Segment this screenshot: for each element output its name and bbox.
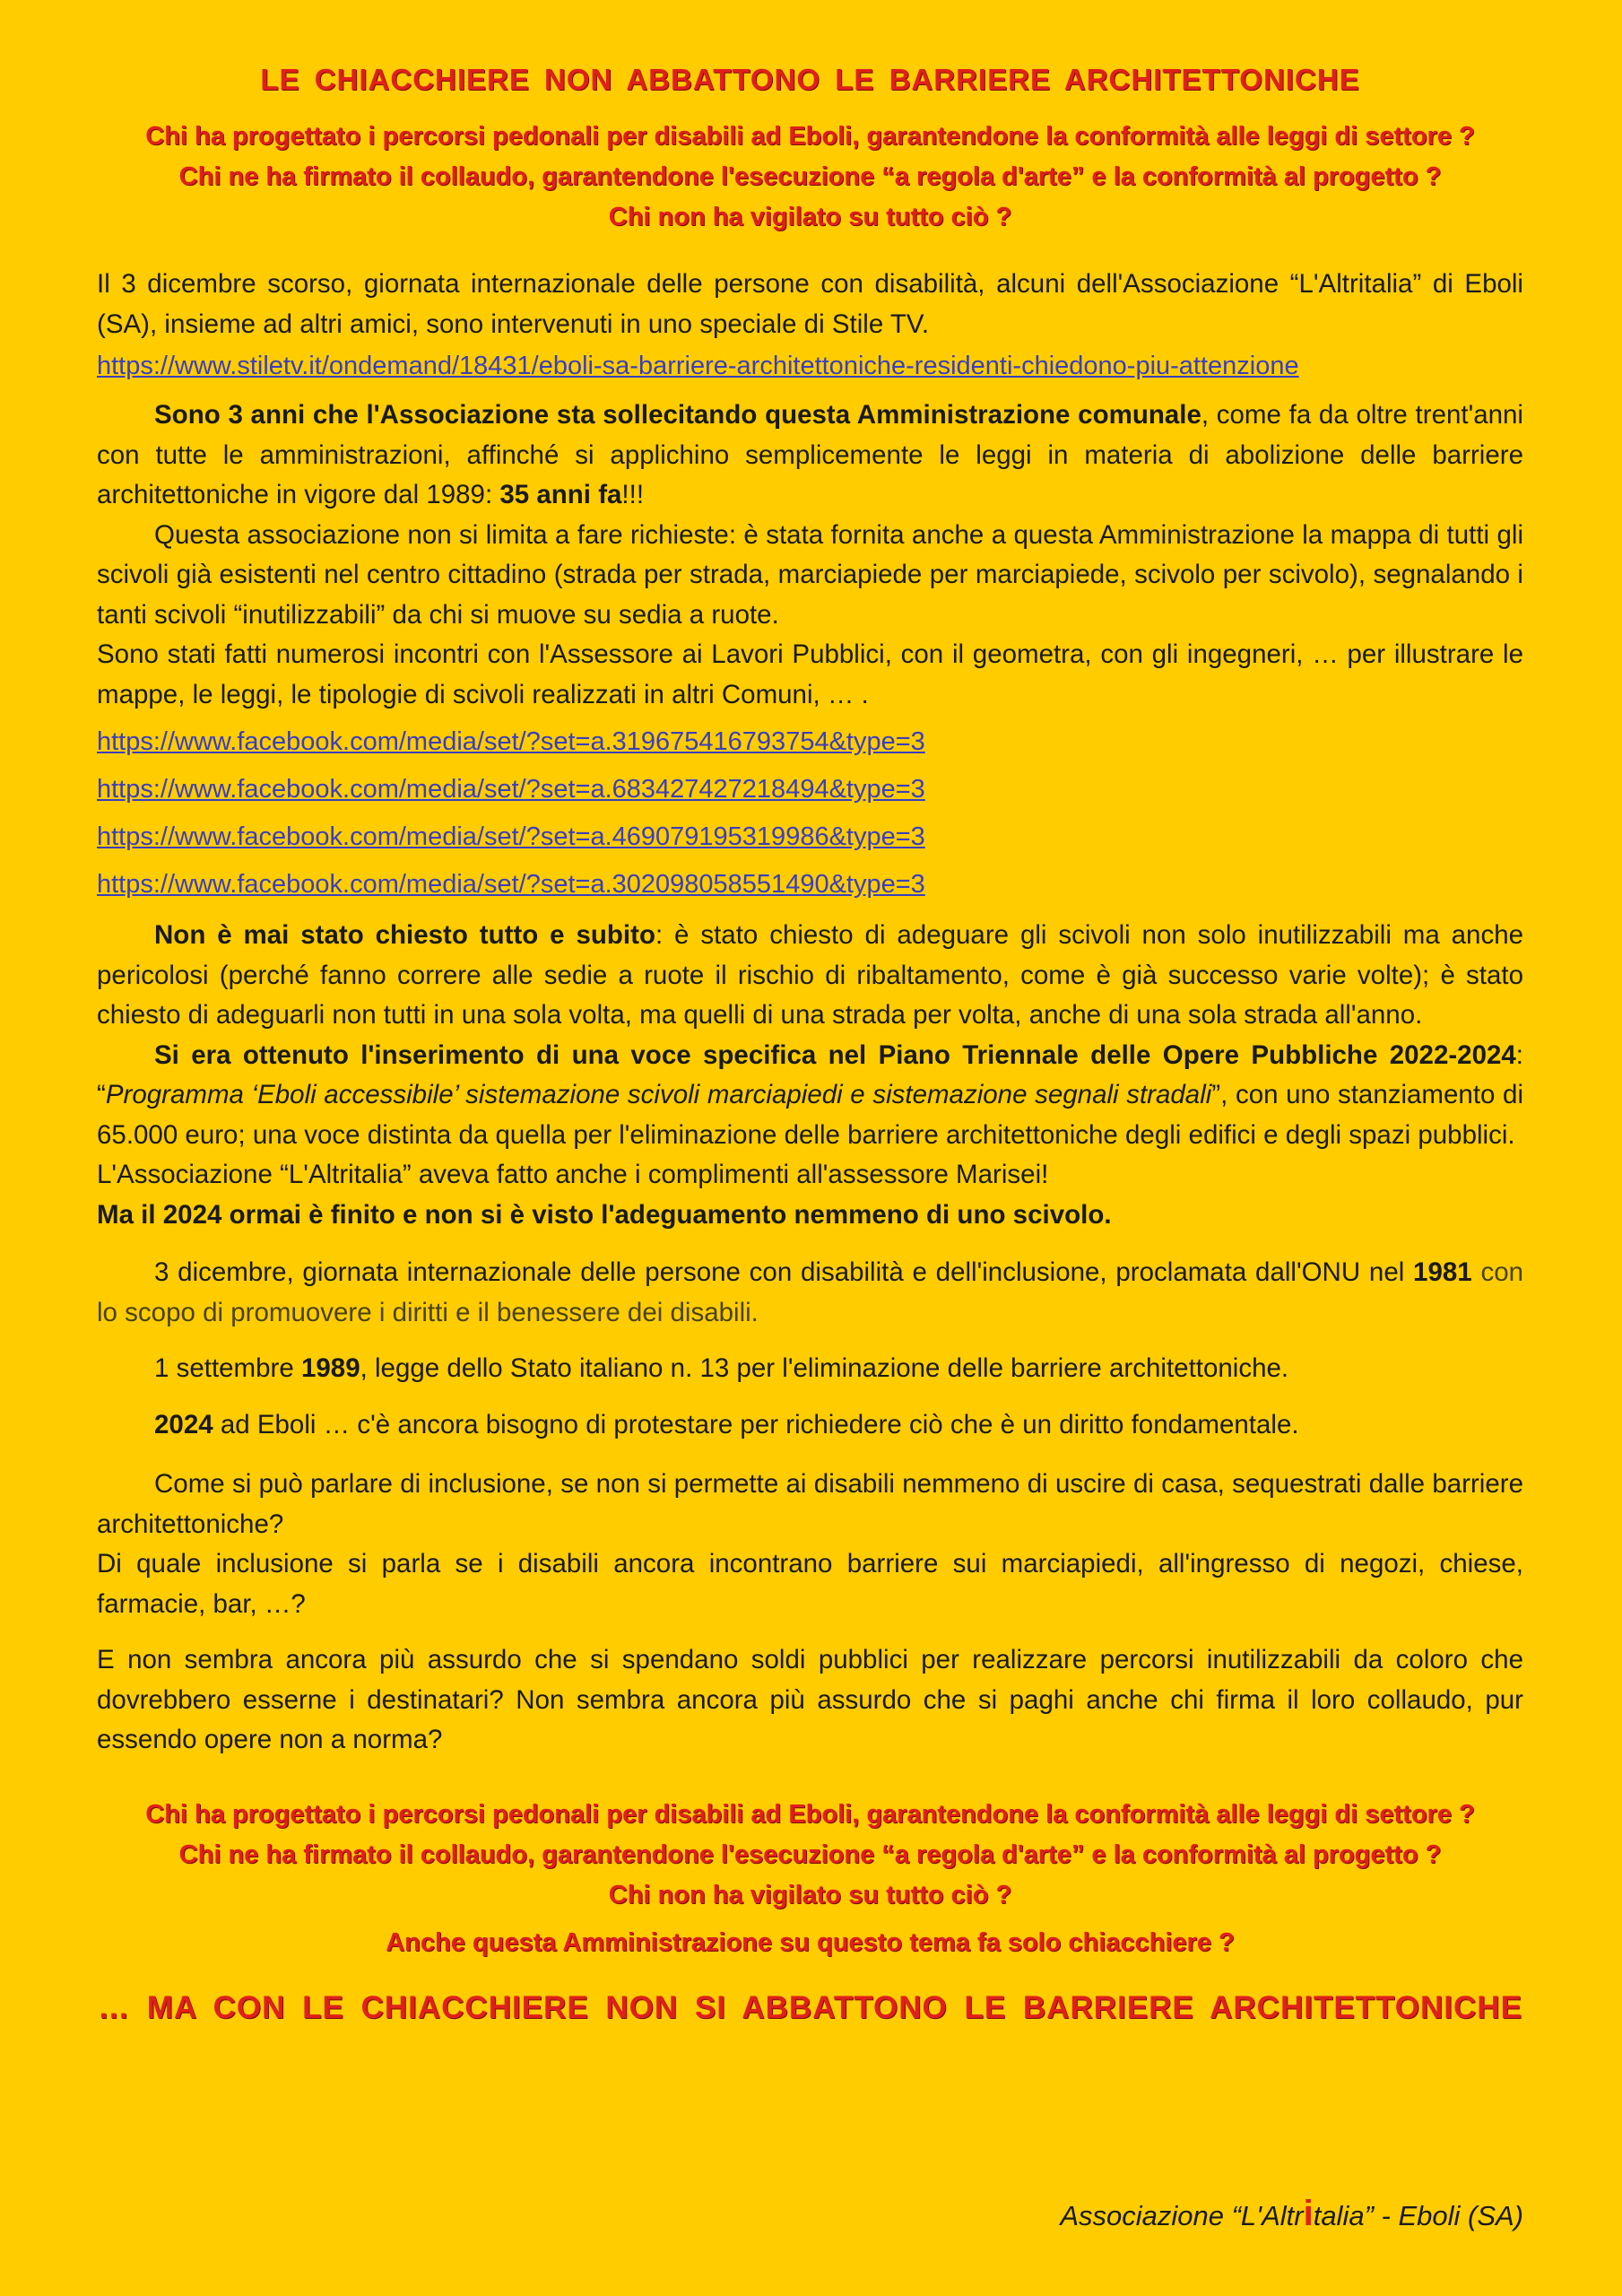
law-date: 1 settembre xyxy=(154,1353,301,1383)
year-1981: 1981 xyxy=(1413,1257,1472,1287)
solicitation-text: , come fa da oltre trent'anni con tutte le amministrazioni, affinché si applichino semplicemente le leggi in materia di abolizione delle barriere architettoniche in vigore dal 1989: xyxy=(97,400,1523,509)
paragraph-law-1989 xyxy=(97,1349,1523,1389)
page-title: LE CHIACCHIERE NON ABBATTONO LE BARRIERE ARCHITETTONICHE xyxy=(260,63,1360,96)
paragraph-meetings: Sono stati fatti numerosi incontri con l'Assessore ai Lavori Pubblici, con il geometra, con gli ingegneri, … per illustrare le mappe, le leggi, le tipologie di scivoli realizzati in altri Comuni, … . xyxy=(97,639,1523,709)
question-administration: Anche questa Amministrazione su questo tema fa solo chiacchiere ? xyxy=(386,1927,1235,1957)
dec3-text: 3 dicembre, giornata internazionale delle persone con disabilità e dell'inclusione, proclamata dall'ONU nel xyxy=(154,1257,1414,1287)
signature-after: talia” - Eboli (SA) xyxy=(1313,2200,1523,2231)
plan-text: ”, con uno stanziamento di 65.000 euro; una voce distinta da quella per l'eliminazione delle barriere architettoniche degli edifici e degli spazi pubblici. xyxy=(97,1080,1523,1150)
question-supervision: Chi non ha vigilato su tutto ciò ? xyxy=(608,1880,1012,1909)
intro-paragraph: Il 3 dicembre scorso, giornata internazionale delle persone con disabilità, alcuni dell'Associazione “L'Altritalia” di Eboli (SA), insieme ad altri amici, sono intervenuti in uno speciale di Stile TV. xyxy=(97,269,1523,339)
finished-bold: Ma il 2024 ormai è finito e non si è visto l'adeguamento nemmeno di uno scivolo. xyxy=(97,1199,1112,1230)
questions-bottom xyxy=(97,1795,1523,1963)
paragraph-dec3 xyxy=(97,1253,1523,1333)
requests-text: : è stato chiesto di adeguare gli scivoli non solo inutilizzabili ma anche pericolosi (perché fanno correre alle sedie a ruote il rischio di ribaltamento, come è già successo varie volte); è stato chiesto di adeguarli non tutti in una sola volta, ma quelli di una strada per volta, anche di una sola strada all'anno. xyxy=(97,920,1524,1030)
plan-quote-open: : “ xyxy=(97,1039,1523,1109)
final-slogan: … MA CON LE CHIACCHIERE NON SI ABBATTONO LE BARRIERE ARCHITETTONICHE xyxy=(98,1989,1522,2025)
years-bold: 35 anni fa xyxy=(499,480,622,509)
facebook-link[interactable]: https://www.facebook.com/media/set/?set=a.469079195319986&type=3 xyxy=(97,822,925,851)
paragraph-absurd: E non sembra ancora più assurdo che si spendano soldi pubblici per realizzare percorsi inutilizzabili da coloro che dovrebbero esserne i destinatari? Non sembra ancora più assurdo che si paghi anche chi firma il loro collaudo, pur essendo opere non a norma? xyxy=(97,1645,1523,1754)
law-text: , legge dello Stato italiano n. 13 per l'eliminazione delle barriere architettoniche. xyxy=(360,1353,1289,1383)
question-inspection: Chi ne ha firmato il collaudo, garantendone l'esecuzione “a regola d'arte” e la conformità al progetto ? xyxy=(178,162,1442,191)
paragraph-solicitation xyxy=(97,396,1523,516)
paragraph-plan xyxy=(97,1036,1523,1156)
eboli-text: ad Eboli … c'è ancora bisogno di protestare per richiedere ciò che è un diritto fondamentale. xyxy=(213,1409,1299,1439)
solicitation-bold: Sono 3 anni che l'Associazione sta sollecitando questa Amministrazione comunale xyxy=(154,400,1201,430)
paragraph-inclusion-2: Di quale inclusione si parla se i disabili ancora incontrano barriere sui marciapiedi, all'ingresso di negozi, chiese, farmacie, bar, …? xyxy=(97,1549,1523,1619)
facebook-link[interactable]: https://www.facebook.com/media/set/?set=a.683427427218494&type=3 xyxy=(97,775,925,804)
signature-before: Associazione “L'Altr xyxy=(1060,2200,1304,2231)
facebook-links xyxy=(97,718,1523,909)
signature xyxy=(1060,2194,1523,2234)
paragraph-map: Questa associazione non si limita a fare richieste: è stata fornita anche a questa Amministrazione la mappa di tutti gli scivoli già esistenti nel centro cittadino (strada per strada, marciapiede per marciapiede, scivolo per scivolo), segnalando i tanti scivoli “inutilizzabili” da chi si muove su sedia a ruote. xyxy=(97,519,1523,630)
question-supervision: Chi non ha vigilato su tutto ciò ? xyxy=(608,203,1012,231)
question-designer: Chi ha progettato i percorsi pedonali per disabili ad Eboli, garantendone la conformità alle leggi di settore ? xyxy=(145,122,1475,151)
questions-top xyxy=(97,117,1523,238)
exclamation: !!! xyxy=(621,480,645,509)
paragraph-2024 xyxy=(97,1196,1523,1236)
paragraph-compliments: L'Associazione “L'Altritalia” aveva fatto anche i complimenti all'assessore Marisei! xyxy=(97,1160,1049,1189)
facebook-link[interactable]: https://www.facebook.com/media/set/?set=a.302098058551490&type=3 xyxy=(97,870,925,899)
requests-bold: Non è mai stato chiesto tutto e subito xyxy=(154,920,655,950)
question-inspection: Chi ne ha firmato il collaudo, garantendone l'esecuzione “a regola d'arte” e la conformità al progetto ? xyxy=(178,1839,1442,1869)
paragraph-inclusion-1: Come si può parlare di inclusione, se non si permette ai disabili nemmeno di uscire di casa, sequestrati dalle barriere architettoniche? xyxy=(97,1469,1523,1539)
plan-italic: Programma ‘Eboli accessibile’ sistemazione scivoli marciapiedi e sistemazione segnali stradali xyxy=(105,1080,1212,1109)
plan-bold: Si era ottenuto l'inserimento di una voce specifica nel Piano Triennale delle Opere Pubbliche 2022-2024 xyxy=(154,1039,1516,1070)
paragraph-eboli-2024 xyxy=(97,1405,1523,1446)
facebook-link[interactable]: https://www.facebook.com/media/set/?set=a.319675416793754&type=3 xyxy=(97,727,925,756)
dec3-rest: con lo scopo di promuovere i diritti e il benessere dei disabili. xyxy=(97,1257,1524,1327)
year-2024: 2024 xyxy=(154,1409,213,1439)
stiletv-link[interactable]: https://www.stiletv.it/ondemand/18431/eboli-sa-barriere-architettoniche-residenti-chiedono-piu-attenzione xyxy=(97,352,1299,380)
logo-i-mark: i xyxy=(1303,2194,1314,2233)
year-1989: 1989 xyxy=(300,1353,360,1383)
paragraph-requests xyxy=(97,916,1523,1036)
question-designer: Chi ha progettato i percorsi pedonali per disabili ad Eboli, garantendone la conformità alle leggi di settore ? xyxy=(145,1799,1475,1829)
